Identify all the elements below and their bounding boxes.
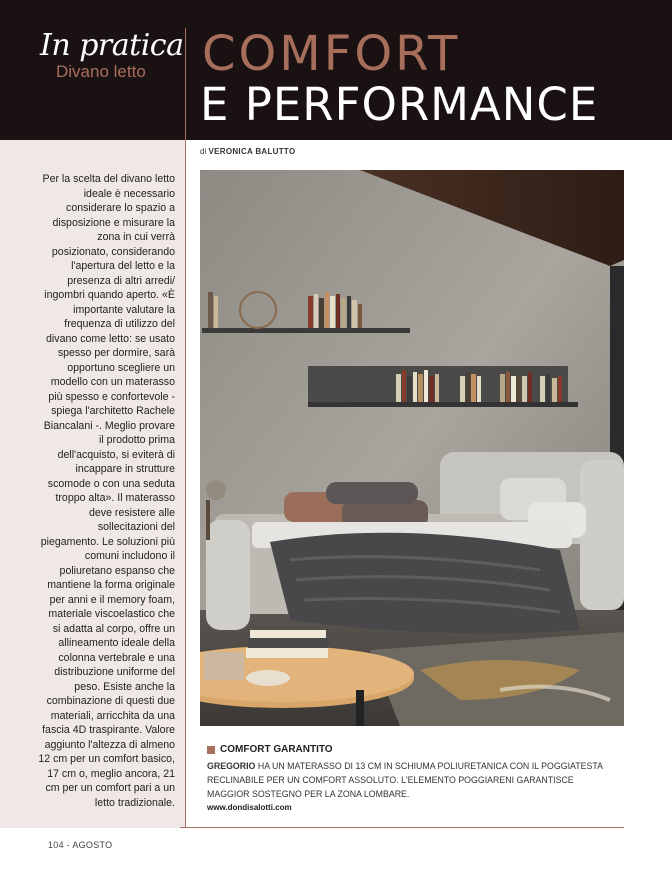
caption-description: HA UN MATERASSO DI 13 CM IN SCHIUMA POLIURETANICA CON IL POGGIATESTA RECLINABILE PER UN COMFORT ASSOLUTO. L'ELEMENTO POGGIARENI GARANTISCE MAGGIOR SOSTEGNO PER LA ZONA LOMBARE. — [207, 761, 603, 799]
sofa-bed-photo — [200, 170, 624, 726]
footer-rule — [180, 827, 624, 828]
headline-line-1: COMFORT — [202, 26, 461, 82]
caption-heading-text: COMFORT GARANTITO — [220, 744, 333, 755]
page-number: 104 - AGOSTO — [48, 840, 113, 850]
section-subtitle: Divano letto — [56, 62, 146, 81]
byline — [200, 147, 296, 156]
section-title: In pratica — [40, 28, 184, 63]
byline-prefix: di — [200, 147, 207, 156]
article-body: Per la scelta del divano letto ideale è necessario considerare lo spazio a disposizione e misurare la zona in cui verrà posizionato, considerando l'apertura del letto e la presenza di altri arredi/ ingombri quando aperto. «È importante valutare la frequenza di utilizzo del divano come letto: se usato spesso per dormire, sarà opportuno scegliere un modello con un materasso più spesso e confortevole - spiega l'architetto Rachele Biancalani -. Meglio provare il prodotto prima dell'acquisto, si eviterà di incappare in strutture scomode o con una seduta troppo alta». Il materasso deve resistere alle sollecitazioni del piegamento. Le soluzioni più comuni includono il poliuretano espanso che mantiene la forma originale per anni e il memory foam, materiale viscoelastico che si adatta al corpo, offre un allineamento ideale della colonna vertebrale e una distribuzione uniforme del peso. Esiste anche la combinazione di questi due materiali, arricchita da una fascia 4D traspirante. Valore aggiunto l'altezza di almeno 12 cm per un comfort basico, 17 cm o, meglio ancora, 21 cm per un comfort pari a un letto tradizionale. — [38, 173, 175, 809]
caption-brand: GREGORIO — [207, 761, 256, 771]
vertical-divider — [185, 28, 186, 828]
headline-line-2: E PERFORMANCE — [200, 78, 599, 131]
caption-url[interactable]: www.dondisalotti.com — [207, 803, 292, 812]
header-band — [0, 0, 672, 140]
caption-heading — [207, 744, 333, 755]
caption-marker — [207, 746, 215, 754]
caption-text — [207, 759, 617, 801]
byline-author: VERONICA BALUTTO — [208, 147, 296, 156]
